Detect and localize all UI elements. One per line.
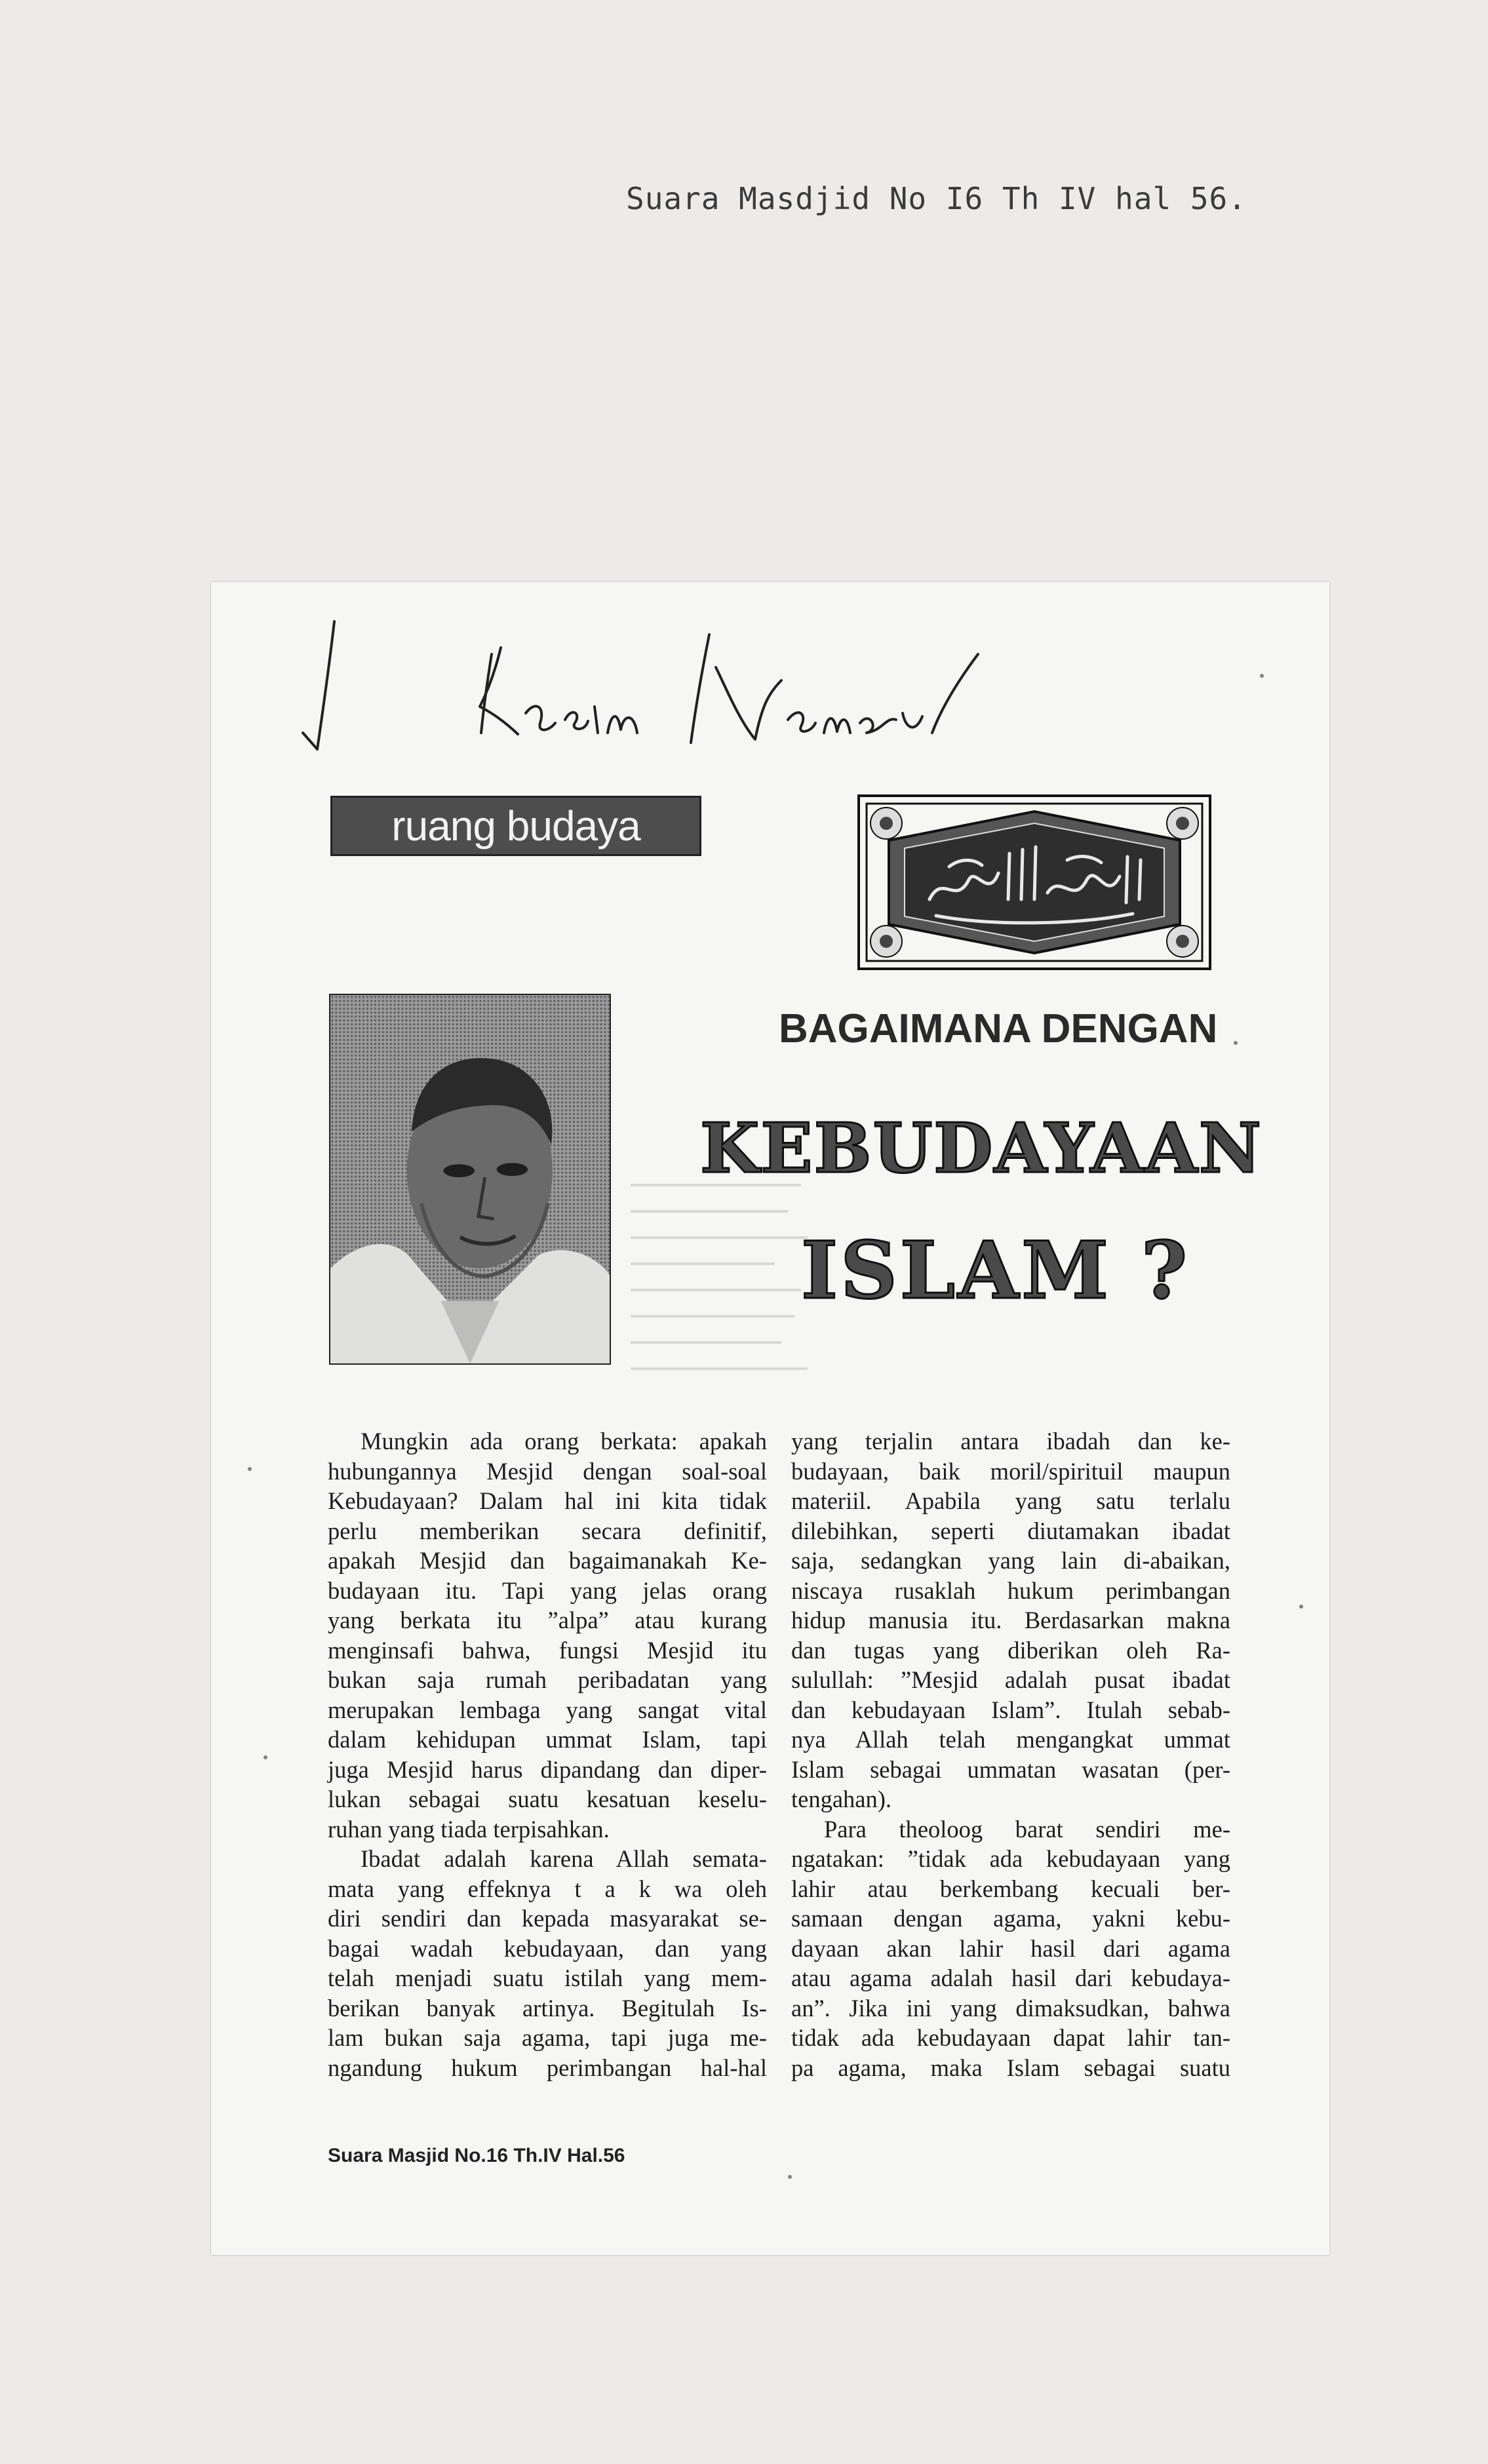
text-line: lukan sebagai suatu kesatuan keselu- [328,1786,767,1812]
rubric-label [330,796,701,856]
print-speck [788,2175,792,2179]
show-through-texture [631,1172,827,1408]
text-line: atau agama adalah hasil dari kebudaya- [791,1965,1230,1991]
page-header: Suara Masdjid No I6 Th IV hal 56. [626,181,1247,216]
text-line: diri sendiri dan kepada masyarakat se- [328,1905,767,1932]
text-line: Mungkin ada orang berkata: apakah [361,1428,767,1455]
headline-line-1: BAGAIMANA DENGAN [779,1006,1218,1051]
signature-image [257,608,1011,766]
newspaper-clipping [211,582,1329,2255]
text-line: Kebudayaan? Dalam hal ini kita tidak [328,1487,767,1514]
text-line: mata yang effeknya t a k wa oleh [328,1875,767,1902]
text-line: apakah Mesjid dan bagaimanakah Ke- [328,1547,767,1574]
text-line: budayaan itu. Tapi yang jelas orang [328,1576,767,1604]
text-line: perlu memberikan secara definitif, [328,1517,767,1544]
text-line: lam bukan saja agama, tapi juga me- [328,2024,767,2051]
headline-line-2: KEBUDAYAAN [700,1108,1263,1188]
print-speck [1234,1041,1238,1045]
calligraphy-panel-image [857,794,1211,970]
article-column-right [791,1426,1230,2083]
text-line: dalam kehidupan ummat Islam, tapi [328,1726,767,1753]
text-line: saja, sedangkan yang lain di-abaikan, [791,1547,1230,1574]
text-line: samaan dengan agama, yakni kebu- [791,1905,1230,1932]
text-line: dilebihkan, seperti diutamakan ibadat [791,1517,1230,1544]
author-portrait-photo [329,994,611,1365]
text-line: ngandung hukum perimbangan hal-hal [328,2054,767,2081]
text-line: yang berkata itu ”alpa” atau kurang [328,1607,767,1633]
text-line: tengahan). [791,1786,892,1812]
text-line: bagai wadah kebudayaan, dan yang [328,1934,767,1962]
text-line: hidup manusia itu. Berdasarkan makna [791,1607,1230,1633]
text-line: tidak ada kebudayaan dapat lahir tan- [791,2024,1230,2051]
text-line: pa agama, maka Islam sebagai suatu [791,2054,1230,2081]
text-line: dan kebudayaan Islam”. Itulah sebab- [791,1696,1230,1723]
text-line: yang terjalin antara ibadah dan ke- [791,1428,1230,1455]
article-column-left [328,1426,767,2083]
text-line: materiil. Apabila yang satu terlalu [791,1487,1230,1514]
text-line: Islam sebagai ummatan wasatan (per- [791,1755,1230,1783]
text-line: merupakan lembaga yang sangat vital [328,1696,767,1723]
text-line: juga Mesjid harus dipandang dan diper- [328,1755,767,1783]
print-speck [1299,1605,1303,1609]
text-line: budayaan, baik moril/spirituil maupun [791,1457,1230,1485]
text-line: dan tugas yang diberikan oleh Ra- [791,1636,1230,1664]
text-line: dayaan akan lahir hasil dari agama [791,1934,1230,1962]
print-speck [264,1755,267,1759]
text-line: nya Allah telah mengangkat ummat [791,1726,1230,1753]
text-line: Para theoloog barat sendiri me- [824,1815,1230,1843]
text-line: berikan banyak artinya. Begitulah Is- [328,1994,767,2022]
headline-line-3: ISLAM ? [801,1224,1190,1317]
text-line: sulullah: ”Mesjid adalah pusat ibadat [791,1666,1230,1693]
text-line: niscaya rusaklah hukum perimbangan [791,1576,1230,1604]
text-line: menginsafi bahwa, fungsi Mesjid itu [328,1636,767,1664]
text-line: bukan saja rumah peribadatan yang [328,1666,767,1693]
text-line: ruhan yang tiada terpisahkan. [328,1815,610,1843]
print-speck [248,1467,252,1471]
text-line: hubungannya Mesjid dengan soal-soal [328,1457,767,1485]
clipping-footer: Suara Masjid No.16 Th.IV Hal.56 [328,2145,625,2166]
text-line: lahir atau berkembang kecuali ber- [791,1875,1230,1902]
print-speck [1260,674,1264,678]
text-line: an”. Jika ini yang dimaksudkan, bahwa [791,1994,1230,2022]
rubric-text: ruang budaya [391,802,640,850]
text-line: ngatakan: ”tidak ada kebudayaan yang [791,1845,1230,1872]
text-line: Ibadat adalah karena Allah semata- [361,1845,767,1872]
text-line: telah menjadi suatu istilah yang mem- [328,1965,767,1991]
